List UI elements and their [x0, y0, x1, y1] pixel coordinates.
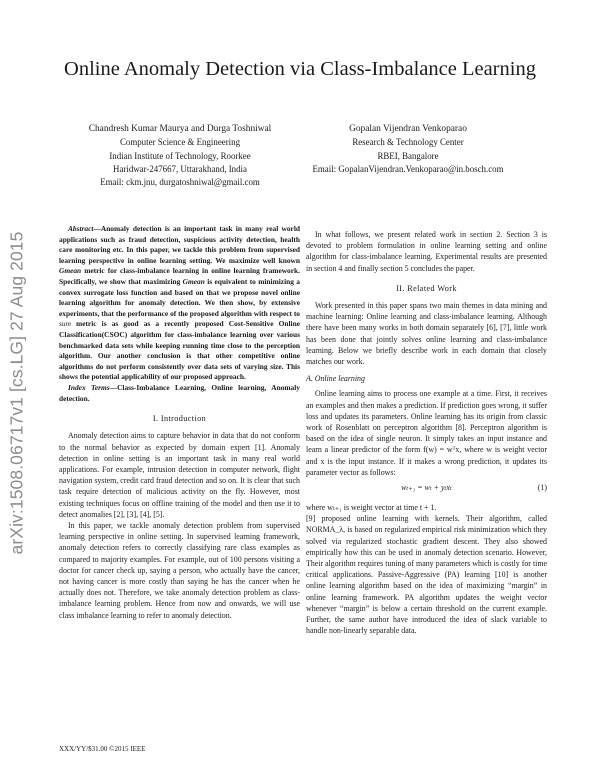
author-email: Email: ckm.jnu, durgatoshniwal@gmail.com	[100, 177, 260, 188]
subsection-heading-online-learning: A. Online learning	[306, 374, 365, 384]
arxiv-stamp	[4, 213, 30, 573]
arxiv-stamp-text: arXiv:1508.06717v1 [cs.LG] 27 Aug 2015	[6, 231, 27, 555]
author-affiliation-line: Research & Technology Center	[352, 137, 464, 148]
abstract-text: is equivalent to minimizing a convex surrogate loss function and based on that we propose novel online learning algorithm for anomaly detection. We then show, by extensive experiments, that the performance of the proposed algorithm with respect to	[59, 276, 300, 318]
section-heading-introduction: I. Introduction	[152, 414, 207, 424]
index-terms-text: —Class-Imbalance Learning, Online learning, Anomaly detection.	[59, 382, 300, 403]
paragraph: where wₜ₊₁ is weight vector at time t + 1.	[306, 503, 437, 513]
paragraph: [9] proposed online learning with kernels. Their algorithm, called NORMA_λ, is based on regularized empirical risk minimization which they solved via regularized stochastic gradient descent. They also showed empirically how this can be used in anomaly detection scenario. However, Their algorithm requires tuning of many parameters which is costly for time critical applications. Passive-Aggressive (PA) learning [10] is another online learning algorithm based on the idea of maximizing “margin” in online learning framework. PA algorithm updates the weight vector whenever “margin” is below a certain threshold on the current example. Further, the same author have introduced the idea of slack variable to handle non-linearly separable data.	[306, 514, 547, 636]
paragraph: In what follows, we present related work in section 2. Section 3 is devoted to problem formulation in online learning setting and online algorithm for class-imbalance learning. Experimental results are presented in section 4 and finally section 5 concludes the paper.	[306, 230, 547, 273]
abstract-text: metric for class-imbalance learning in online learning framework. Specifically, we show that maximizing	[59, 266, 300, 286]
author-email: Email: GopalanVijendran.Venkoparao@in.bosch.com	[312, 163, 504, 174]
abstract-text: metric is as good as a recently proposed Cost-Sensitive Online Classification(CSOC) algorithm for class-imbalance learning over various benchmarked data sets while keeping running time close to the perception algorithm. Our another conclusion is that other competitive online algorithms do not perform consistently over data sets of varying size. This shows the potential applicability of our proposed approach.	[59, 319, 300, 382]
abstract-emphasis: sum	[59, 319, 71, 329]
abstract-emphasis: Gmean	[59, 266, 82, 276]
equation-number: (1)	[537, 483, 547, 493]
abstract-text: —Anomaly detection is an important task in many real world applications such as fraud detection, suspicious activity detection, health care monitoring etc. In this paper, we tackle this problem from supervised learning perspective in online learning setting. We maximize well known	[59, 224, 300, 265]
copyright-footer: XXX/YY/$31.00 ©2015 IEEE	[59, 745, 146, 753]
abstract-emphasis: Gmean	[182, 276, 205, 286]
author-name: Gopalan Vijendran Venkoparao	[349, 124, 467, 134]
paragraph: Work presented in this paper spans two main themes in data mining and machine learning: Online learning and class-imbalance learning. Although there have been many works in both domain separately [6], [7], little work has been done that jointly solves online learning and class-imbalance learning. Below we briefly describe work in each domain that closely matches our work.	[306, 301, 547, 367]
author-affiliation-line: RBEI, Bangalore	[377, 150, 439, 161]
section-heading-related-work: II. Related Work	[396, 283, 457, 293]
author-affiliation-line: Computer Science & Engineering	[119, 137, 241, 148]
author-block-1	[78, 123, 282, 189]
paragraph: Anomaly detection aims to capture behavior in data that do not conform to the normal behavior as expected by domain expert [1]. Anomaly detection in online setting is an important task in many real world applications. For example, intrusion detection in computer network, flight navigation system, credit card fraud detection and so on. It is clear that such task require detection of malicious activity on the fly. However, most existing techniques focus on offline training of the model and then use it to detect anomalies [2], [3], [4], [5].	[59, 431, 300, 519]
equation	[306, 482, 547, 498]
index-terms-label: Index Terms	[68, 382, 110, 392]
left-column	[59, 224, 300, 621]
paragraph: In this paper, we tackle anomaly detection problem from supervised learning perspective in online setting. In supervised learning framework, anomaly detection refers to correctly classifying rare class examples as compared to majority examples. For example, out of 100 persons visiting a doctor for cancer check up, saying a person, who actually have the cancer, not having cancer is more costly than saying he has the cancer when he actually does not. Therefore, we take anomaly detection problem as class-imbalance learning problem. Hence from now and onwards, we will use class imbalance learning to refer to anomaly detection.	[59, 520, 300, 620]
paper-title: Online Anomaly Detection via Class-Imbalance Learning	[64, 58, 536, 80]
author-block-2	[298, 123, 518, 176]
author-affiliation-line: Indian Institute of Technology, Roorkee	[109, 150, 251, 161]
abstract-label: Abstract	[68, 224, 94, 233]
author-name: Chandresh Kumar Maurya and Durga Toshniwal	[88, 124, 272, 134]
right-column	[306, 229, 547, 637]
author-affiliation-line: Haridwar-247667, Uttarakhand, India	[113, 163, 247, 174]
equation-body: wₜ₊₁ = wₜ + yₜxₜ	[401, 483, 452, 493]
paragraph: Online learning aims to process one example at a time. First, it receives an examples and then makes a prediction. If prediction goes wrong, it suffer loss and updates its parameters. Online learning has its origin from classic work of Rosenblatt on perceptron algorithm [8]. Perceptron algorithm is based on the idea of single neuron. It simply takes an input instance and learn a linear predictor of the form f(w) = wᵀx, where w is weight vector and x is the input instance. If it makes a wrong prediction, it updates its parameter vector as follows:	[306, 389, 547, 477]
index-terms	[59, 383, 300, 404]
abstract	[59, 224, 300, 383]
